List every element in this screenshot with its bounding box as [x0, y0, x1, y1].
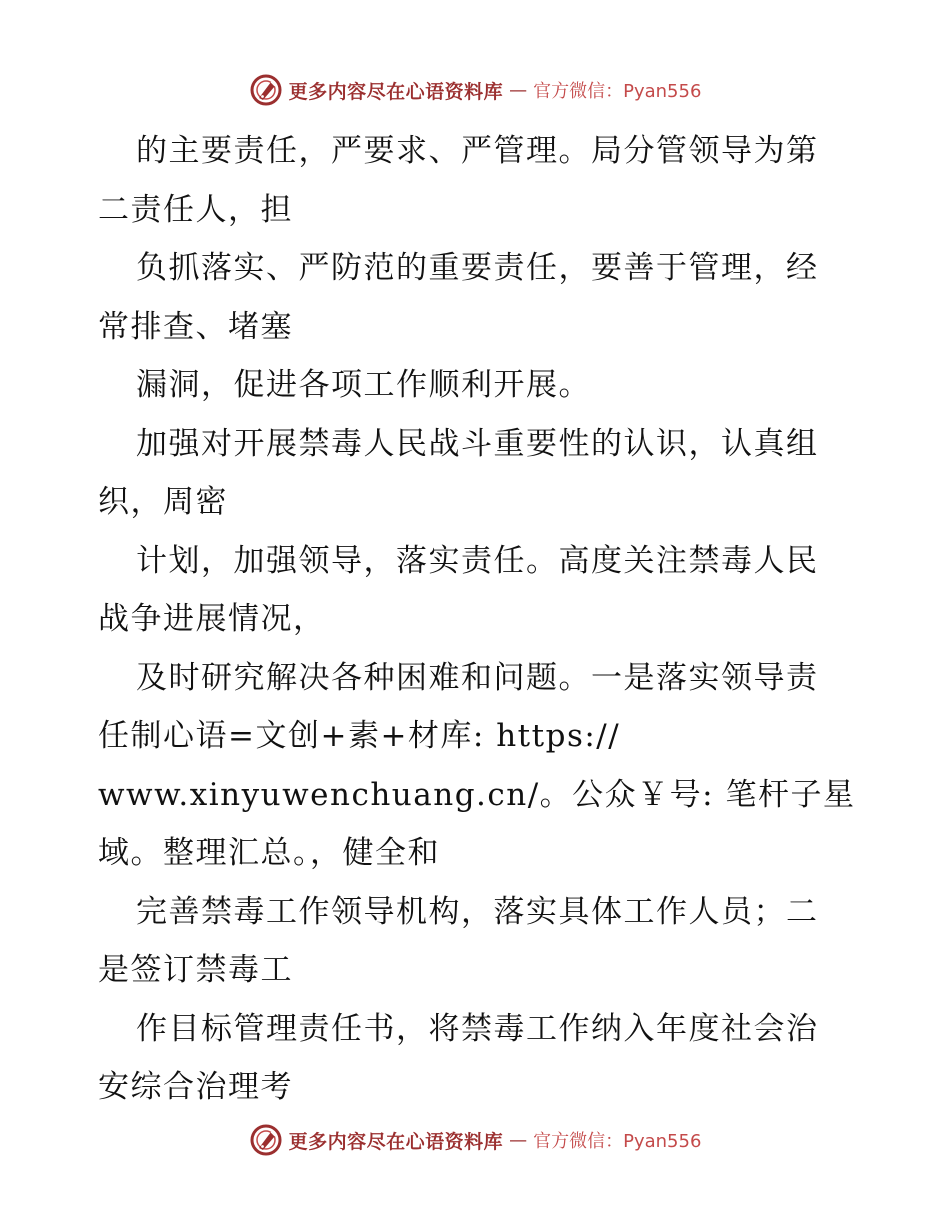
body-line: 计划，加强领导，落实责任。高度关注禁毒人民: [136, 542, 819, 579]
banner-brand-text: 更多内容尽在心语资料库: [288, 1130, 504, 1153]
body-line: 完善禁毒工作领导机构，落实具体工作人员；二: [136, 893, 819, 930]
body-line: 二责任人，担: [98, 191, 293, 228]
body-line: 安综合治理考: [98, 1069, 293, 1105]
banner-separator: —: [509, 1129, 528, 1151]
document-body: [98, 122, 858, 1117]
banner-separator: —: [509, 79, 528, 101]
banner-official-account: 官方微信：Pyan556: [533, 1131, 702, 1152]
header-banner: [0, 70, 950, 110]
body-line: 漏洞，促进各项工作顺利开展。: [136, 367, 591, 403]
footer-banner: [0, 1120, 950, 1160]
body-line: 加强对开展禁毒人民战斗重要性的认识，认真组: [136, 425, 819, 462]
pen-nib-circle-icon: [249, 1123, 283, 1157]
body-line: 的主要责任，严要求、严管理。局分管领导为第: [136, 133, 819, 169]
banner-official-account: 官方微信：Pyan556: [533, 81, 702, 102]
body-line: www.xinyuwenchuang.cn/。公众￥号: 笔杆子星: [98, 776, 856, 813]
body-line: 织，周密: [98, 484, 228, 520]
body-line: 任制心语=文创+素+材库: https://: [98, 718, 621, 754]
body-line: 作目标管理责任书，将禁毒工作纳入年度社会治: [136, 1010, 819, 1047]
body-line: 负抓落实、严防范的重要责任，要善于管理，经: [136, 250, 819, 286]
body-line: 战争进展情况，: [98, 601, 326, 637]
body-line: 常排查、堵塞: [98, 308, 293, 345]
pen-nib-circle-icon: [249, 73, 283, 107]
banner-brand-text: 更多内容尽在心语资料库: [288, 80, 504, 103]
body-line: 域。整理汇总。，健全和: [98, 835, 440, 871]
body-line: 及时研究解决各种困难和问题。一是落实领导责: [136, 659, 819, 696]
body-line: 是签订禁毒工: [98, 952, 293, 988]
